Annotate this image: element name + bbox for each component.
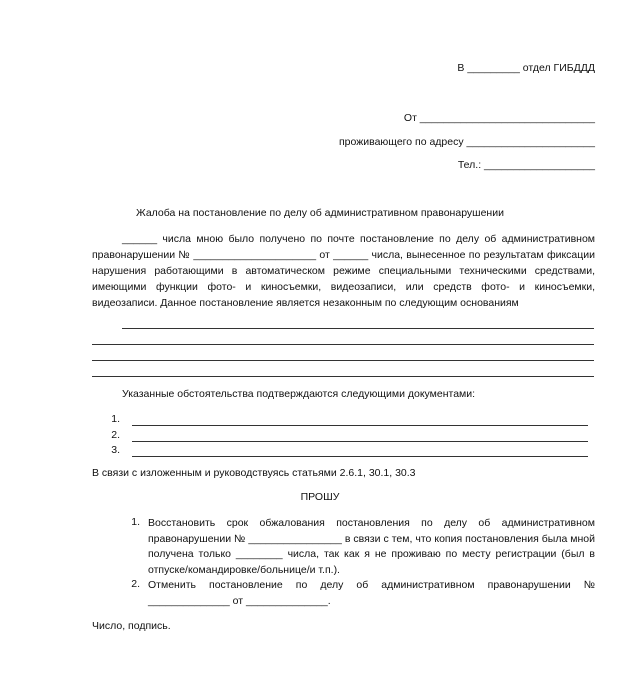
legal-basis: В связи с изложенным и руководствуясь статьями 2.6.1, 30.1, 30.3 <box>92 467 416 479</box>
reason-blank-line <box>92 360 594 361</box>
phone-line: Тел.: ___________________ <box>457 159 595 171</box>
document-title: Жалоба на постановление по делу об административном правонарушении <box>136 207 504 219</box>
main-paragraph: ______ числа мною было получено по почте постановление по делу об административном правонарушении № _____________________ от ______ числа, вынесенное по результатам фиксации нарушения работающими в автоматическом режиме специальными техническими средствами, имеющими функции фото- и киносъемки, видеозаписи, или средств фото- и киносъемки, видеозаписи. Данное постановление является незаконным по следующим основаниям <box>92 233 595 309</box>
reason-blank-line <box>92 376 594 377</box>
document-number: 3. <box>111 444 120 456</box>
document-blank-line <box>132 425 588 426</box>
request-item: Отменить постановление по делу об административном правонарушении № ______________ от ______________. <box>148 579 595 607</box>
request-number: 2. <box>131 578 140 590</box>
document-number: 1. <box>111 413 120 425</box>
signature-line: Число, подпись. <box>92 620 171 632</box>
address-line: проживающего по адресу ______________________ <box>338 136 595 148</box>
request-heading: ПРОШУ <box>300 491 340 503</box>
document-blank-line <box>132 456 588 457</box>
reason-blank-line <box>122 328 594 329</box>
document-number: 2. <box>111 429 120 441</box>
sender-line: От ______________________________ <box>403 112 595 124</box>
reason-blank-line <box>92 344 594 345</box>
document-blank-line <box>132 441 588 442</box>
evidence-intro: Указанные обстоятельства подтверждаются следующими документами: <box>122 388 476 400</box>
recipient-line: В _________ отдел ГИБДДД <box>457 62 595 74</box>
request-item: Восстановить срок обжалования постановления по делу об административном правонарушении № ________________ в связи с тем, что копия постановления была мной получена только ________ числа, так как я не проживаю по месту регистрации (был в отпуске/командировке/больнице/и т.п.). <box>148 517 595 576</box>
request-number: 1. <box>131 516 140 528</box>
